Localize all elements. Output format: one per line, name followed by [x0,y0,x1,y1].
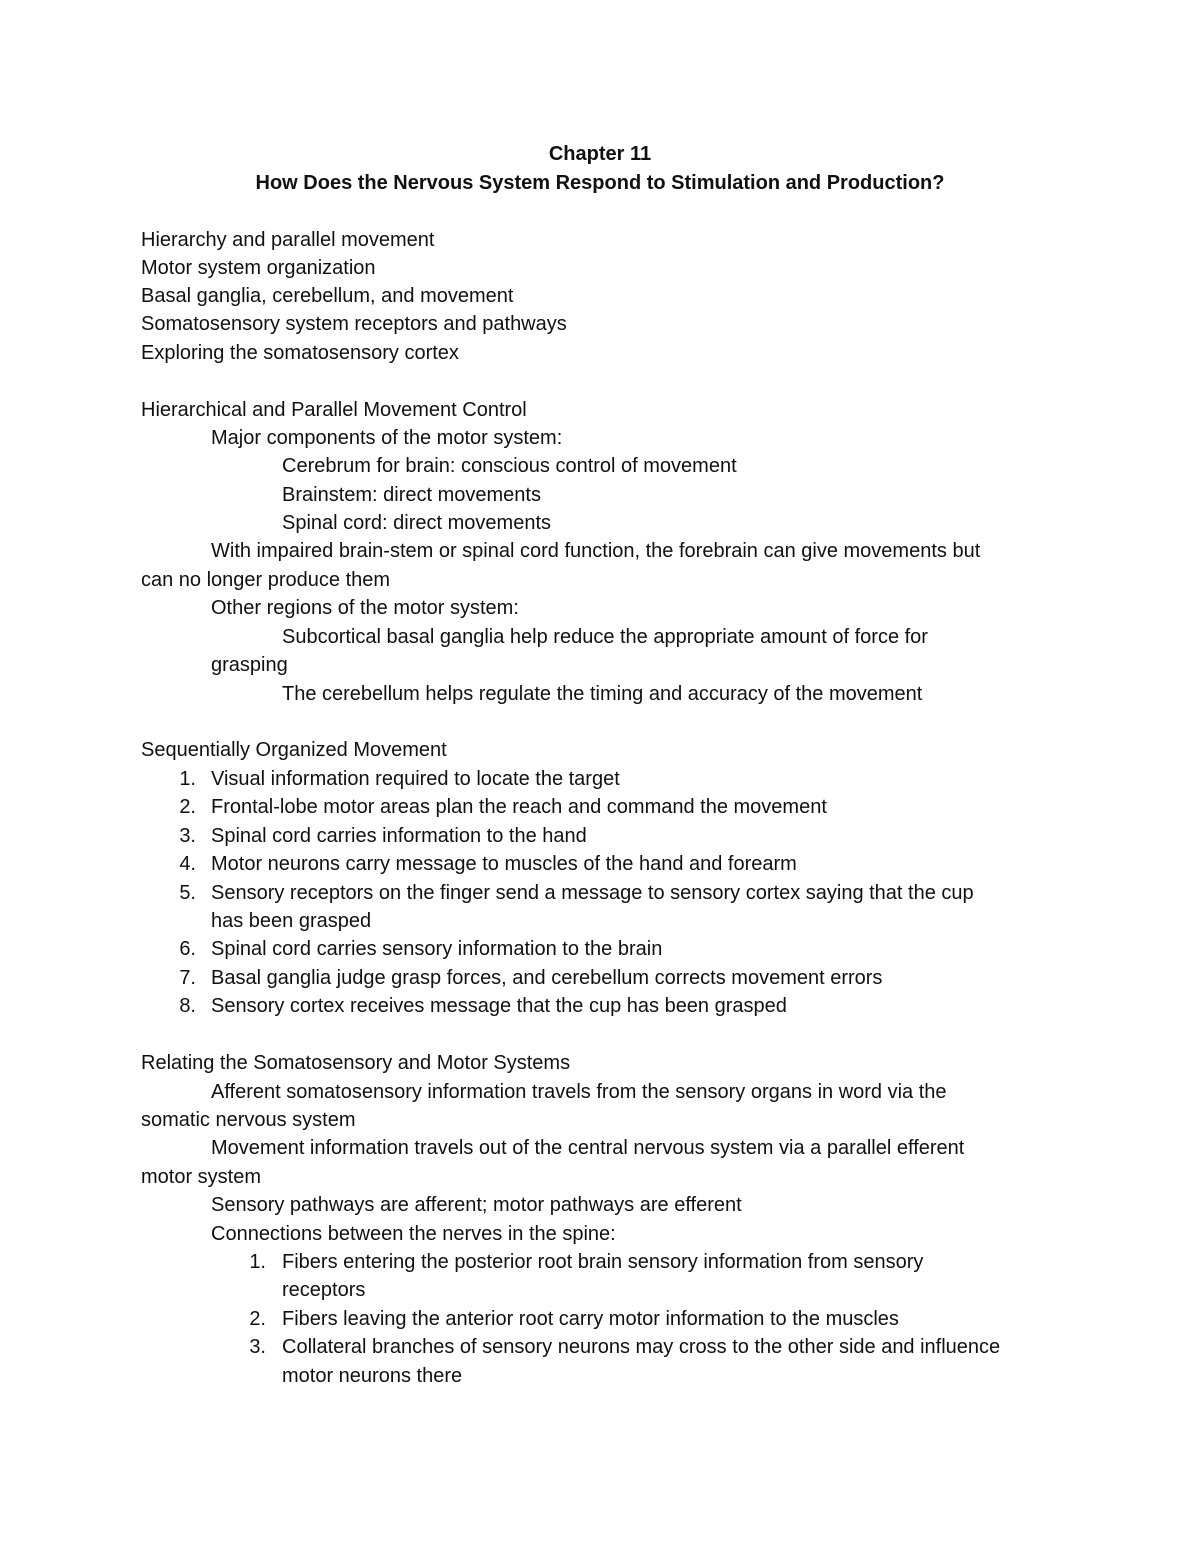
section-heading: Hierarchical and Parallel Movement Control [141,399,527,421]
list-number: 7. [179,967,196,989]
paragraph-line: Sensory pathways are afferent; motor pathways are efferent [211,1194,742,1216]
outline-item: Hierarchy and parallel movement [141,229,435,251]
paragraph-line: somatic nervous system [141,1109,356,1131]
list-item-continuation: receptors [282,1279,366,1301]
list-item: Sensory receptors on the finger send a message to sensory cortex saying that the cup [211,882,974,904]
section-heading: Sequentially Organized Movement [141,739,447,761]
list-item: Sensory cortex receives message that the cup has been grasped [211,995,787,1017]
list-item: Fibers entering the posterior root brain sensory information from sensory [282,1251,924,1273]
list-number: 2. [179,796,196,818]
paragraph-line: The cerebellum helps regulate the timing and accuracy of the movement [282,683,923,705]
list-number: 5. [179,882,196,904]
chapter-subtitle: How Does the Nervous System Respond to Stimulation and Production? [255,172,945,194]
list-number: 1. [249,1251,266,1273]
list-item: Collateral branches of sensory neurons may cross to the other side and influence [282,1336,1001,1358]
section-heading: Relating the Somatosensory and Motor Systems [141,1052,571,1074]
component-item: Cerebrum for brain: conscious control of movement [282,455,737,477]
list-number: 6. [179,938,196,960]
paragraph-line: Movement information travels out of the central nervous system via a parallel efferent [211,1137,965,1159]
list-item: Motor neurons carry message to muscles of the hand and forearm [211,853,797,875]
list-item: Spinal cord carries sensory information to the brain [211,938,663,960]
list-item: Spinal cord carries information to the hand [211,825,587,847]
list-number: 2. [249,1308,266,1330]
list-number: 3. [249,1336,266,1358]
outline-item: Motor system organization [141,257,376,279]
list-item: Visual information required to locate the target [211,768,620,790]
paragraph-line: Afferent somatosensory information travels from the sensory organs in word via the [211,1081,947,1103]
other-regions-label: Other regions of the motor system: [211,597,519,619]
chapter-title: Chapter 11 [548,143,652,165]
paragraph-line: Subcortical basal ganglia help reduce the appropriate amount of force for [282,626,928,648]
list-item: Fibers leaving the anterior root carry motor information to the muscles [282,1308,899,1330]
outline-item: Basal ganglia, cerebellum, and movement [141,285,514,307]
paragraph-line: grasping [211,654,288,676]
component-item: Spinal cord: direct movements [282,512,552,534]
component-item: Brainstem: direct movements [282,484,541,506]
list-item: Basal ganglia judge grasp forces, and cerebellum corrects movement errors [211,967,883,989]
list-number: 1. [179,768,196,790]
list-item-continuation: has been grasped [211,910,372,932]
list-number: 4. [179,853,196,875]
major-components-label: Major components of the motor system: [211,427,563,449]
list-item: Frontal-lobe motor areas plan the reach and command the movement [211,796,827,818]
outline-item: Somatosensory system receptors and pathways [141,313,567,335]
list-number: 3. [179,825,196,847]
list-item-continuation: motor neurons there [282,1365,463,1387]
paragraph-line: motor system [141,1166,262,1188]
list-number: 8. [179,995,196,1017]
connections-label: Connections between the nerves in the spine: [211,1223,616,1245]
paragraph-line: can no longer produce them [141,569,391,591]
outline-item: Exploring the somatosensory cortex [141,342,459,364]
paragraph-line: With impaired brain-stem or spinal cord function, the forebrain can give movements but [211,540,981,562]
